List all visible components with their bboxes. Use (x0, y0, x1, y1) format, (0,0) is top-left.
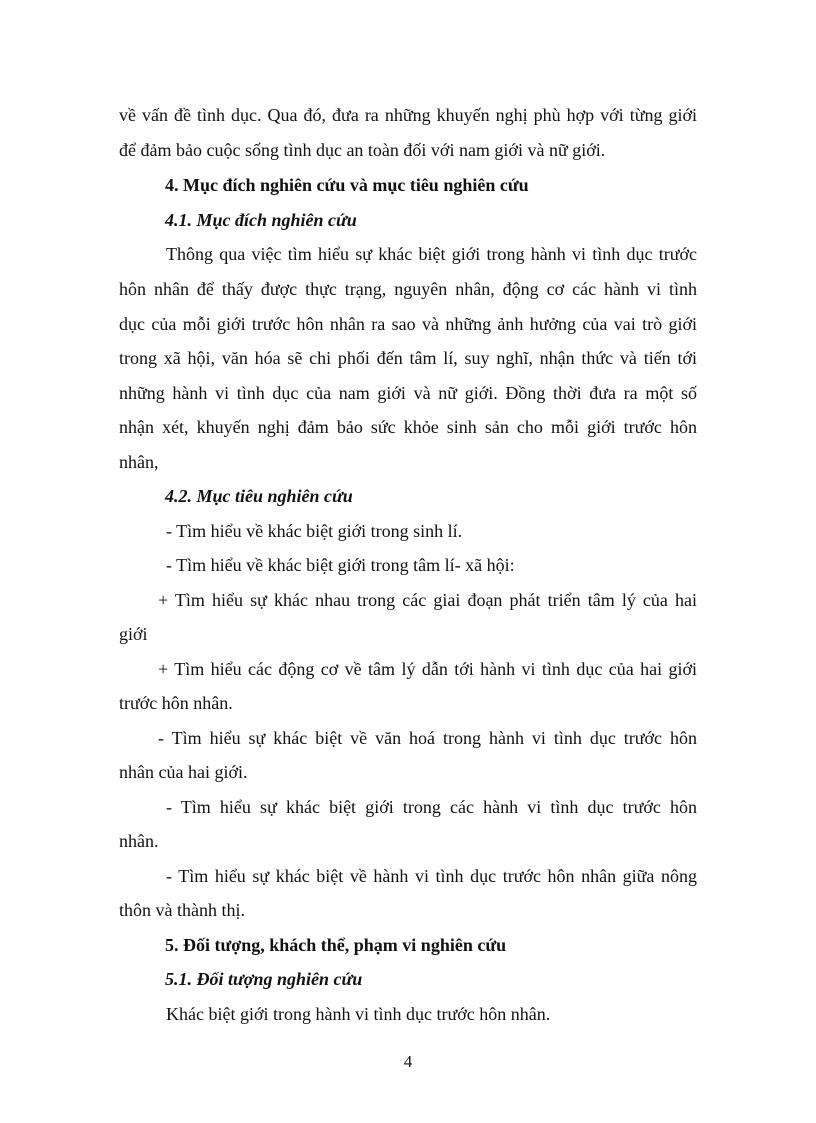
body-line: hôn nhân để thấy được thực trạng, nguyên nhân, động cơ các hành vi tình (119, 279, 697, 299)
page-number: 4 (403, 1052, 413, 1071)
body-line: Thông qua việc tìm hiểu sự khác biệt giới trong hành vi tình dục trước (166, 244, 697, 264)
body-line: Khác biệt giới trong hành vi tình dục trước hôn nhân. (166, 1004, 551, 1024)
body-line: dục của mỗi giới trước hôn nhân ra sao và những ảnh hưởng của vai trò giới (119, 314, 697, 334)
list-item: + Tìm hiểu các động cơ về tâm lý dẫn tới hành vi tình dục của hai giới (158, 659, 697, 679)
list-item: - Tìm hiểu về khác biệt giới trong tâm lí- xã hội: (166, 555, 515, 575)
subsection-heading: 5.1. Đối tượng nghiên cứu (165, 969, 363, 989)
list-item: - Tìm hiểu về khác biệt giới trong sinh lí. (166, 521, 463, 541)
list-item: - Tìm hiểu sự khác biệt giới trong các hành vi tình dục trước hôn (166, 797, 697, 817)
body-line: nhân. (119, 831, 159, 851)
section-heading: 4. Mục đích nghiên cứu và mục tiêu nghiên cứu (165, 175, 529, 195)
body-line: thôn và thành thị. (119, 900, 245, 920)
body-line: trước hôn nhân. (119, 693, 233, 713)
body-line: nhận xét, khuyến nghị đảm bảo sức khỏe sinh sản cho mỗi giới trước hôn (119, 417, 697, 437)
body-line: những hành vi tình dục của nam giới và nữ giới. Đồng thời đưa ra một số (119, 383, 697, 403)
body-line: nhân của hai giới. (119, 762, 248, 782)
list-item: - Tìm hiểu sự khác biệt về hành vi tình dục trước hôn nhân giữa nông (166, 866, 697, 886)
subsection-heading: 4.1. Mục đích nghiên cứu (165, 210, 357, 230)
body-line: để đảm bảo cuộc sống tình dục an toàn đối với nam giới và nữ giới. (119, 140, 606, 160)
list-item: + Tìm hiểu sự khác nhau trong các giai đoạn phát triển tâm lý của hai (158, 590, 697, 610)
list-item: - Tìm hiểu sự khác biệt về văn hoá trong hành vi tình dục trước hôn (158, 728, 697, 748)
subsection-heading: 4.2. Mục tiêu nghiên cứu (165, 486, 353, 506)
body-line: về vấn đề tình dục. Qua đó, đưa ra những khuyến nghị phù hợp với từng giới (119, 105, 697, 125)
body-line: nhân, (119, 452, 159, 472)
section-heading: 5. Đối tượng, khách thể, phạm vi nghiên cứu (165, 935, 507, 955)
body-line: giới (119, 624, 148, 644)
body-line: trong xã hội, văn hóa sẽ chi phối đến tâm lí, suy nghĩ, nhận thức và tiến tới (119, 348, 697, 368)
